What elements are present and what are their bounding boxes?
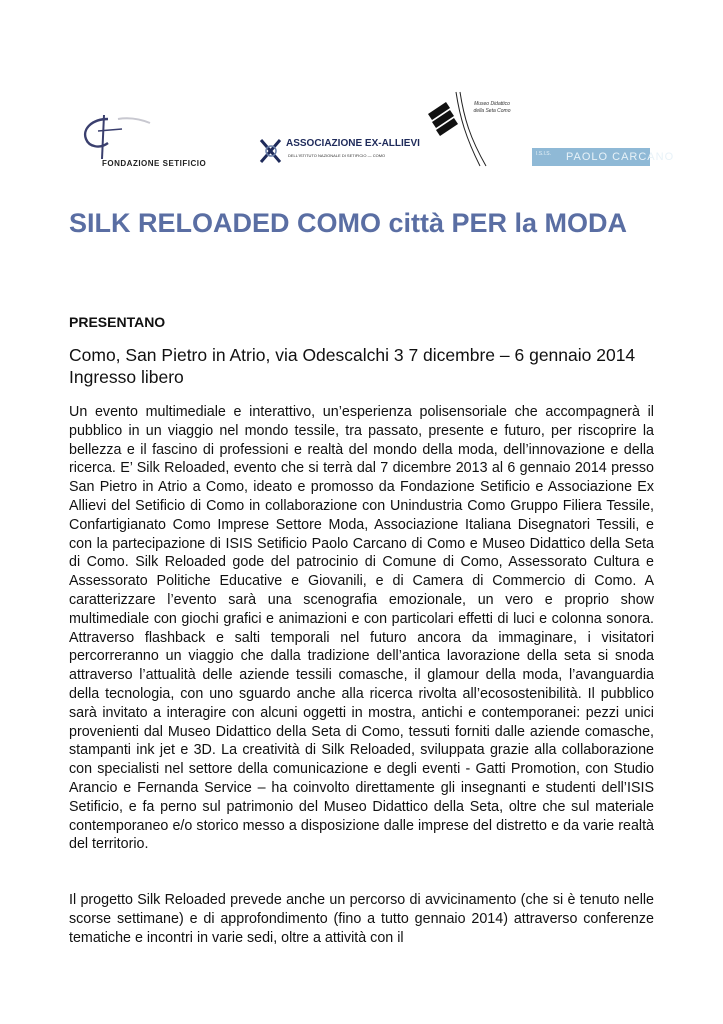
- isis-label: I.S.I.S.: [536, 151, 552, 157]
- event-location-dates: Como, San Pietro in Atrio, via Odescalchi 3 7 dicembre – 6 gennaio 2014 Ingresso libero: [69, 345, 636, 387]
- logo-bar: [0, 88, 723, 183]
- presentano-heading: PRESENTANO: [69, 314, 166, 330]
- museo-didattico-logo: [420, 88, 520, 170]
- associazione-ex-allievi-logo: [258, 136, 428, 176]
- document-title: SILK RELOADED COMO città PER la MODA: [69, 208, 628, 238]
- crossed-shuttles-icon: [258, 136, 284, 166]
- fondazione-setificio-logo: [78, 113, 238, 173]
- museo-label: Museo Didattico della Seta Como: [473, 101, 511, 114]
- body-paragraph-2: Il progetto Silk Reloaded prevede anche un percorso di avvicinamento (che si è tenuto nelle scorse settimane) e di approfondimento (fino a tutto gennaio 2014) attraverso conferenze tematiche e incontri in varie sedi, oltre a attività con il: [69, 892, 654, 946]
- body-paragraph-1: Un evento multimediale e interattivo, un’esperienza polisensoriale che accompagnerà il pubblico in un viaggio nel mondo tessile, tra passato, presente e futuro, per riscoprire la bellezza e il fascino di professioni e realtà del mondo della moda, dell’innovazione e della ricerca. E’ Silk Reloaded, evento che si terrà dal 7 dicembre 2013 al 6 gennaio 2014 presso San Pietro in Atrio a Como, ideato e promosso da Fondazione Setificio e Associazione Ex Allievi del Setificio di Como in collaborazione con Unindustria Como Gruppo Filiera Tessile, Confartigianato Como Imprese Settore Moda, Associazione Italiana Disegnatori Tessili, e con la partecipazione di ISIS Setificio Paolo Carcano di Como e Museo Didattico della Seta di Como. Silk Reloaded gode del patrocinio di Comune di Como, Assessorato Cultura e Assessorato Politiche Educative e Giovanili, e di Camera di Commercio di Como. A caratterizzare l’evento sarà una scenografia emozionale, un vero e proprio show multimediale con giochi grafici e animazioni e con particolari effetti di luci e colonna sonora. Attraverso flashback e salti temporali nel futuro ancora da immaginare, i visitatori percorreranno un viaggio che dalla tradizione dell’antica lavorazione della seta si snoda attraverso l’attualità delle aziende tessili comasche, il glamour della moda, l’avanguardia della tecnologia, con uno sguardo anche alla ricerca rivolta all’ecosostenibilità. Il pubblico sarà invitato a interagire con alcuni oggetti in mostra, antichi e contemporanei: pezzi unici provenienti dal Museo Didattico della Seta di Como, tessuti forniti dalle aziende comasche, stampanti ink jet e 3D. La creatività di Silk Reloaded, sviluppata grazie alla collaborazione con specialisti nel settore della comunicazione e degli eventi - Gatti Promotion, con Studio Arancio e Fernanda Service – ha coinvolto direttamente gli insegnanti e studenti dell’ISIS Setificio, e fa perno sul patrimonio del Museo Didattico della Seta, oltre che sul materiale contemporaneo e/o storico messo a disposizione dalle imprese del distretto e da varie realtà del territorio.: [69, 404, 654, 853]
- fondazione-monogram-icon: [78, 113, 158, 161]
- paolo-carcano-label: PAOLO CARCANO: [566, 151, 675, 163]
- isis-paolo-carcano-logo: [532, 148, 675, 166]
- fondazione-label: FONDAZIONE SETIFICIO: [102, 159, 207, 168]
- associazione-name: ASSOCIAZIONE EX-ALLIEVI: [286, 138, 420, 149]
- associazione-subtitle: DELL'ISTITUTO NAZIONALE DI SETIFICIO — COMO: [288, 153, 386, 158]
